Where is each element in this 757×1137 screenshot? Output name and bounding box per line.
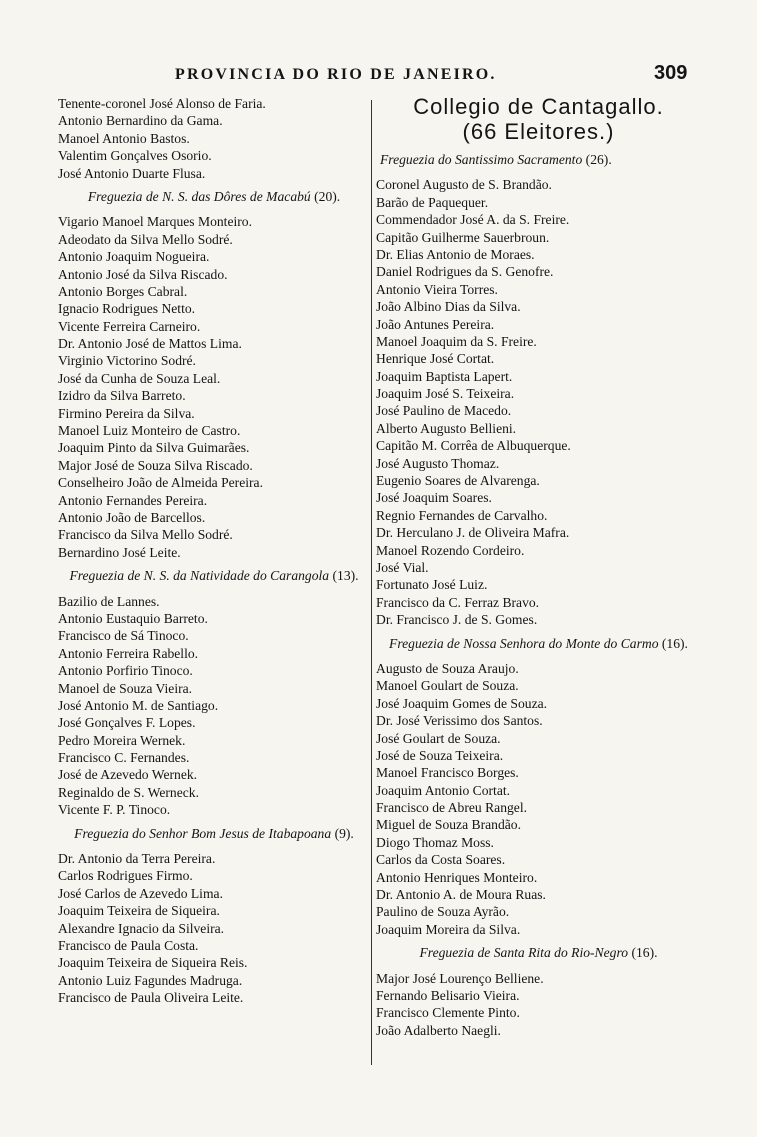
voter-name: Manoel de Souza Vieira. (58, 680, 193, 696)
voter-name: Dr. Herculano J. de Oliveira Mafra. (376, 525, 570, 541)
running-title: PROVINCIA DO RIO DE JANEIRO. (175, 66, 497, 83)
voter-name: José Joaquim Gomes de Souza. (376, 695, 548, 711)
elector-count: (16). (631, 945, 658, 961)
voter-name: Antonio Borges Cabral. (58, 283, 188, 299)
voter-name: Firmino Pereira da Silva. (58, 405, 195, 421)
voter-name: Antonio Bernardino da Gama. (58, 113, 223, 129)
voter-name: Eugenio Soares de Alvarenga. (376, 473, 540, 489)
voter-name: Major José de Souza Silva Riscado. (58, 457, 253, 473)
voter-name: Antonio José da Silva Riscado. (58, 266, 228, 282)
voter-name: José Goulart de Souza. (376, 730, 501, 746)
voter-name: José de Azevedo Wernek. (58, 767, 198, 783)
voter-name: Miguel de Souza Brandão. (376, 817, 521, 833)
voter-name: Bernardino José Leite. (58, 544, 181, 560)
voter-name: Francisco C. Fernandes. (58, 750, 190, 766)
voter-name: Manoel Rozendo Cordeiro. (376, 542, 525, 558)
voter-name: Francisco da C. Ferraz Bravo. (376, 594, 540, 610)
voter-name: Antonio João de Barcellos. (58, 510, 206, 525)
voter-name: Dr. José Verissimo dos Santos. (376, 713, 543, 729)
voter-name: Alberto Augusto Bellieni. (376, 420, 517, 436)
voter-name: Carlos da Costa Soares. (376, 852, 506, 868)
voter-name: José Antonio Duarte Flusa. (58, 165, 206, 181)
voter-name: Antonio Luiz Fagundes Madruga. (58, 972, 243, 988)
voter-name: Commendador José A. da S. Freire. (376, 212, 570, 228)
right-sections (376, 151, 701, 1039)
voter-name: Antonio Joaquim Nogueira. (58, 249, 210, 265)
voter-name: Joaquim Pinto da Silva Guimarães. (58, 440, 250, 456)
voter-name: Francisco Clemente Pinto. (376, 1005, 520, 1021)
voter-name: Daniel Rodrigues da S. Genofre. (376, 264, 554, 280)
college-voters: (66 Eleitores.) (462, 119, 615, 144)
voter-name: Regnio Fernandes de Carvalho. (376, 507, 548, 523)
elector-count: (20). (314, 188, 341, 204)
voter-name: Joaquim Teixeira de Siqueira Reis. (58, 955, 248, 971)
voter-name: Manoel Francisco Borges. (376, 765, 519, 781)
voter-name: Paulino de Souza Ayrão. (376, 904, 510, 920)
parish-heading (380, 635, 697, 652)
left-column (58, 95, 370, 1007)
voter-name: Fernando Belisario Vieira. (376, 988, 520, 1004)
parish-heading (62, 188, 366, 205)
college-title: Collegio de Cantagallo. (413, 94, 664, 119)
left-sections (58, 188, 370, 1007)
parish-title: Freguezia de Santa Rita do Rio-Negro (419, 945, 629, 961)
voter-name: Dr. Antonio A. de Moura Ruas. (376, 887, 546, 903)
voter-name: Francisco de Abreu Rangel. (376, 800, 527, 816)
voter-name: João Albino Dias da Silva. (376, 299, 521, 315)
voter-name: Bazilio de Lannes. (58, 593, 160, 609)
voter-name: Antonio Porfirio Tinoco. (58, 663, 193, 679)
voter-name: Manoel Joaquim da S. Freire. (376, 333, 537, 349)
voter-name: José Paulino de Macedo. (376, 403, 512, 419)
voter-name: José Joaquim Soares. (376, 490, 492, 506)
voter-name: Barão de Paquequer. (376, 194, 489, 210)
voter-name: Augusto de Souza Araujo. (376, 660, 519, 676)
parish-heading (380, 944, 697, 961)
voter-name: João Adalberto Naegli. (376, 1022, 501, 1038)
voter-name: Francisco de Sá Tinoco. (58, 628, 189, 644)
voter-name: Ignacio Rodrigues Netto. (58, 301, 196, 317)
voter-name: Valentim Gonçalves Osorio. (58, 148, 212, 164)
voter-name: Fortunato José Luiz. (376, 577, 488, 593)
voter-name: Henrique José Cortat. (376, 351, 495, 367)
voter-name: Antonio Henriques Monteiro. (376, 869, 538, 885)
parish-title: Freguezia de N. S. da Natividade do Carangola (69, 568, 330, 584)
parish-title: Freguezia do Santissimo Sacramento (380, 152, 583, 167)
elector-count: (13). (332, 568, 359, 584)
parish-title: Freguezia do Senhor Bom Jesus de Itabapoana (74, 825, 332, 841)
voter-name: Dr. Francisco J. de S. Gomes. (376, 612, 538, 628)
voter-name: Alexandre Ignacio da Silveira. (58, 920, 225, 936)
voter-name: Dr. Antonio José de Mattos Lima. (58, 336, 242, 352)
voter-name: José Antonio M. de Santiago. (58, 697, 219, 713)
voter-name: José Carlos de Azevedo Lima. (58, 885, 223, 901)
voter-name: Diogo Thomaz Moss. (376, 834, 494, 850)
voter-name: Manoel Antonio Bastos. (58, 130, 190, 146)
voter-name: José da Cunha de Souza Leal. (58, 370, 221, 386)
voter-name: Joaquim Antonio Cortat. (376, 782, 511, 798)
voter-name: José Vial. (376, 560, 429, 575)
voter-name: Tenente-coronel José Alonso de Faria. (58, 96, 266, 111)
voter-name: Joaquim Teixeira de Siqueira. (58, 903, 220, 919)
voter-name: Joaquim José S. Teixeira. (376, 386, 515, 402)
parish-heading (62, 567, 366, 584)
parish-title: Freguezia de N. S. das Dôres de Macabú (87, 188, 311, 204)
voter-name: Manoel Luiz Monteiro de Castro. (58, 423, 241, 439)
elector-count: (16). (661, 635, 688, 651)
voter-name: Manoel Goulart de Souza. (376, 678, 519, 694)
voter-name: Antonio Ferreira Rabello. (58, 645, 199, 661)
voter-name: Adeodato da Silva Mello Sodré. (58, 231, 233, 247)
voter-name: Joaquim Moreira da Silva. (376, 921, 521, 937)
page-number: 309 (654, 62, 688, 84)
voter-name: Pedro Moreira Wernek. (58, 732, 186, 748)
parish-title: Freguezia de Nossa Senhora do Monte do Carmo (389, 635, 659, 651)
voter-name: Vicente F. P. Tinoco. (58, 802, 171, 818)
voter-name: Antonio Eustaquio Barreto. (58, 610, 208, 626)
voter-name: Conselheiro João de Almeida Pereira. (58, 475, 263, 491)
voter-name: José Augusto Thomaz. (376, 455, 500, 471)
voter-name: Vicente Ferreira Carneiro. (58, 318, 201, 334)
voter-name: Antonio Vieira Torres. (376, 281, 498, 297)
voter-name: Vigario Manoel Marques Monteiro. (58, 214, 252, 230)
voter-name: Carlos Rodrigues Firmo. (58, 868, 193, 884)
page-header (0, 62, 757, 88)
voter-name: Dr. Antonio da Terra Pereira. (58, 851, 216, 867)
voter-name: Francisco de Paula Oliveira Leite. (58, 990, 244, 1006)
voter-name: Virginio Victorino Sodré. (58, 353, 196, 369)
column-divider (371, 100, 372, 1065)
voter-name: Izidro da Silva Barreto. (58, 388, 186, 404)
elector-count: (9). (334, 825, 354, 841)
voter-name: Dr. Elias Antonio de Moraes. (376, 246, 535, 262)
voter-name: Joaquim Baptista Lapert. (376, 368, 513, 384)
parish-heading (62, 825, 366, 842)
voter-name: Major José Lourenço Belliene. (376, 970, 544, 986)
voter-name: Capitão Guilherme Sauerbroun. (376, 229, 550, 245)
voter-name: Antonio Fernandes Pereira. (58, 492, 208, 508)
voter-name: Capitão M. Corrêa de Albuquerque. (376, 438, 571, 454)
voter-name: José de Souza Teixeira. (376, 747, 504, 763)
voter-name: José Gonçalves F. Lopes. (58, 715, 196, 731)
voter-name: Francisco de Paula Costa. (58, 938, 199, 954)
right-column (376, 95, 701, 1039)
voter-name: João Antunes Pereira. (376, 316, 495, 332)
left-top-names (58, 95, 370, 182)
elector-count: (26). (585, 152, 612, 167)
voter-name: Coronel Augusto de S. Brandão. (376, 177, 552, 193)
voter-name: Reginaldo de S. Werneck. (58, 784, 199, 800)
parish-heading (380, 151, 697, 168)
voter-name: Francisco da Silva Mello Sodré. (58, 527, 233, 543)
